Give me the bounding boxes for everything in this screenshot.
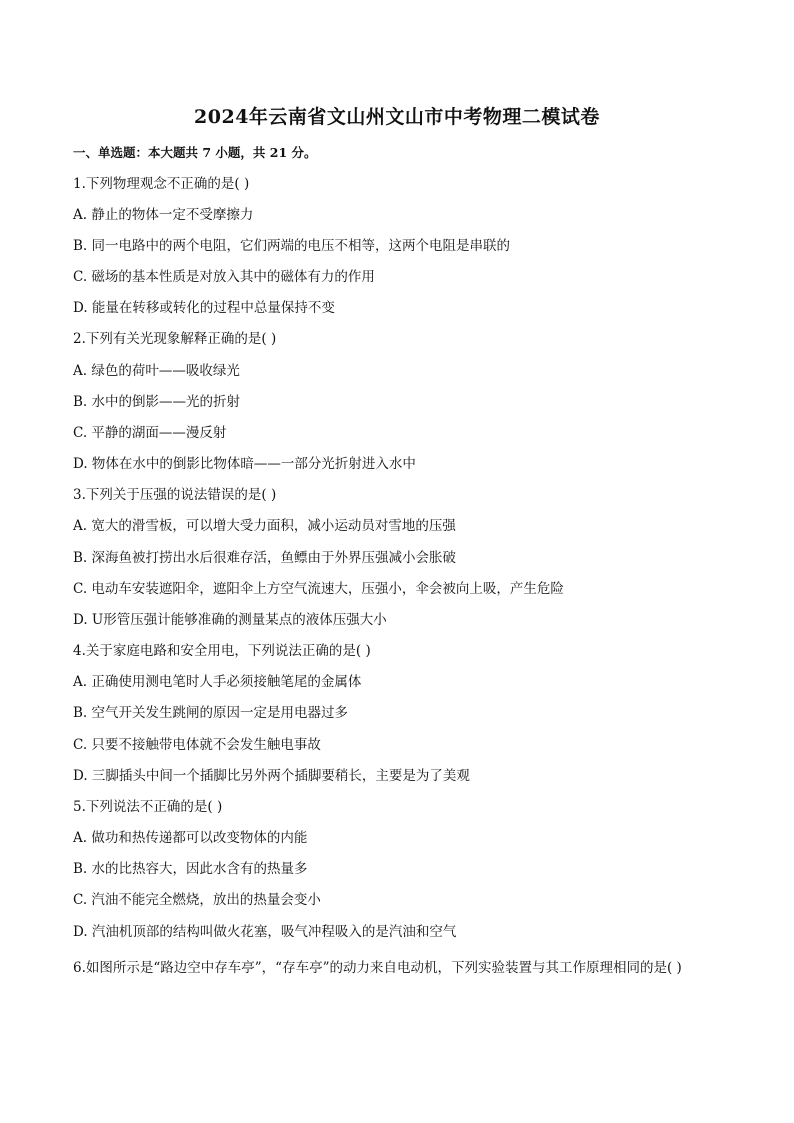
question-3-stem: 3.下列关于压强的说法错误的是( ) <box>73 487 277 503</box>
question-3-option-c: C. 电动车安装遮阳伞，遮阳伞上方空气流速大，压强小，伞会被向上吸，产生危险 <box>73 581 564 597</box>
question-1-option-b: B. 同一电路中的两个电阻，它们两端的电压不相等，这两个电阻是串联的 <box>73 238 511 254</box>
question-4-stem: 4.关于家庭电路和安全用电，下列说法正确的是( ) <box>73 643 371 659</box>
question-3-option-d: D. U形管压强计能够准确的测量某点的液体压强大小 <box>73 612 387 628</box>
question-6-stem: 6.如图所示是“路边空中存车亭”，“存车亭”的动力来自电动机，下列实验装置与其工作原理相同的是( ) <box>73 960 682 976</box>
question-3-option-a: A. 宽大的滑雪板，可以增大受力面积，减小运动员对雪地的压强 <box>73 518 456 534</box>
question-2-option-c: C. 平静的湖面——漫反射 <box>73 425 227 441</box>
question-4-option-d: D. 三脚插头中间一个插脚比另外两个插脚要稍长，主要是为了美观 <box>73 768 470 784</box>
question-1-stem: 1.下列物理观念不正确的是( ) <box>73 176 250 192</box>
question-4-option-c: C. 只要不接触带电体就不会发生触电事故 <box>73 737 321 753</box>
question-5-option-a: A. 做功和热传递都可以改变物体的内能 <box>73 830 308 846</box>
question-1-option-c: C. 磁场的基本性质是对放入其中的磁体有力的作用 <box>73 269 375 285</box>
exam-title: 2024年云南省文山州文山市中考物理二模试卷 <box>194 106 600 128</box>
question-1-option-a: A. 静止的物体一定不受摩擦力 <box>73 207 254 223</box>
question-4-option-a: A. 正确使用测电笔时人手必须接触笔尾的金属体 <box>73 674 362 690</box>
question-5-option-d: D. 汽油机顶部的结构叫做火花塞，吸气冲程吸入的是汽油和空气 <box>73 924 457 940</box>
question-2-option-d: D. 物体在水中的倒影比物体暗——一部分光折射进入水中 <box>73 456 416 472</box>
section-header: 一、单选题：本大题共 7 小题，共 21 分。 <box>73 145 317 160</box>
question-5-stem: 5.下列说法不正确的是( ) <box>73 799 223 815</box>
question-5-option-b: B. 水的比热容大，因此水含有的热量多 <box>73 861 308 877</box>
question-4-option-b: B. 空气开关发生跳闸的原因一定是用电器过多 <box>73 705 349 721</box>
question-2-option-a: A. 绿色的荷叶——吸收绿光 <box>73 363 240 379</box>
question-5-option-c: C. 汽油不能完全燃烧，放出的热量会变小 <box>73 892 321 908</box>
question-3-option-b: B. 深海鱼被打捞出水后很难存活，鱼鳔由于外界压强减小会胀破 <box>73 550 457 566</box>
question-2-stem: 2.下列有关光现象解释正确的是( ) <box>73 331 277 347</box>
question-2-option-b: B. 水中的倒影——光的折射 <box>73 394 241 410</box>
question-1-option-d: D. 能量在转移或转化的过程中总量保持不变 <box>73 300 335 316</box>
